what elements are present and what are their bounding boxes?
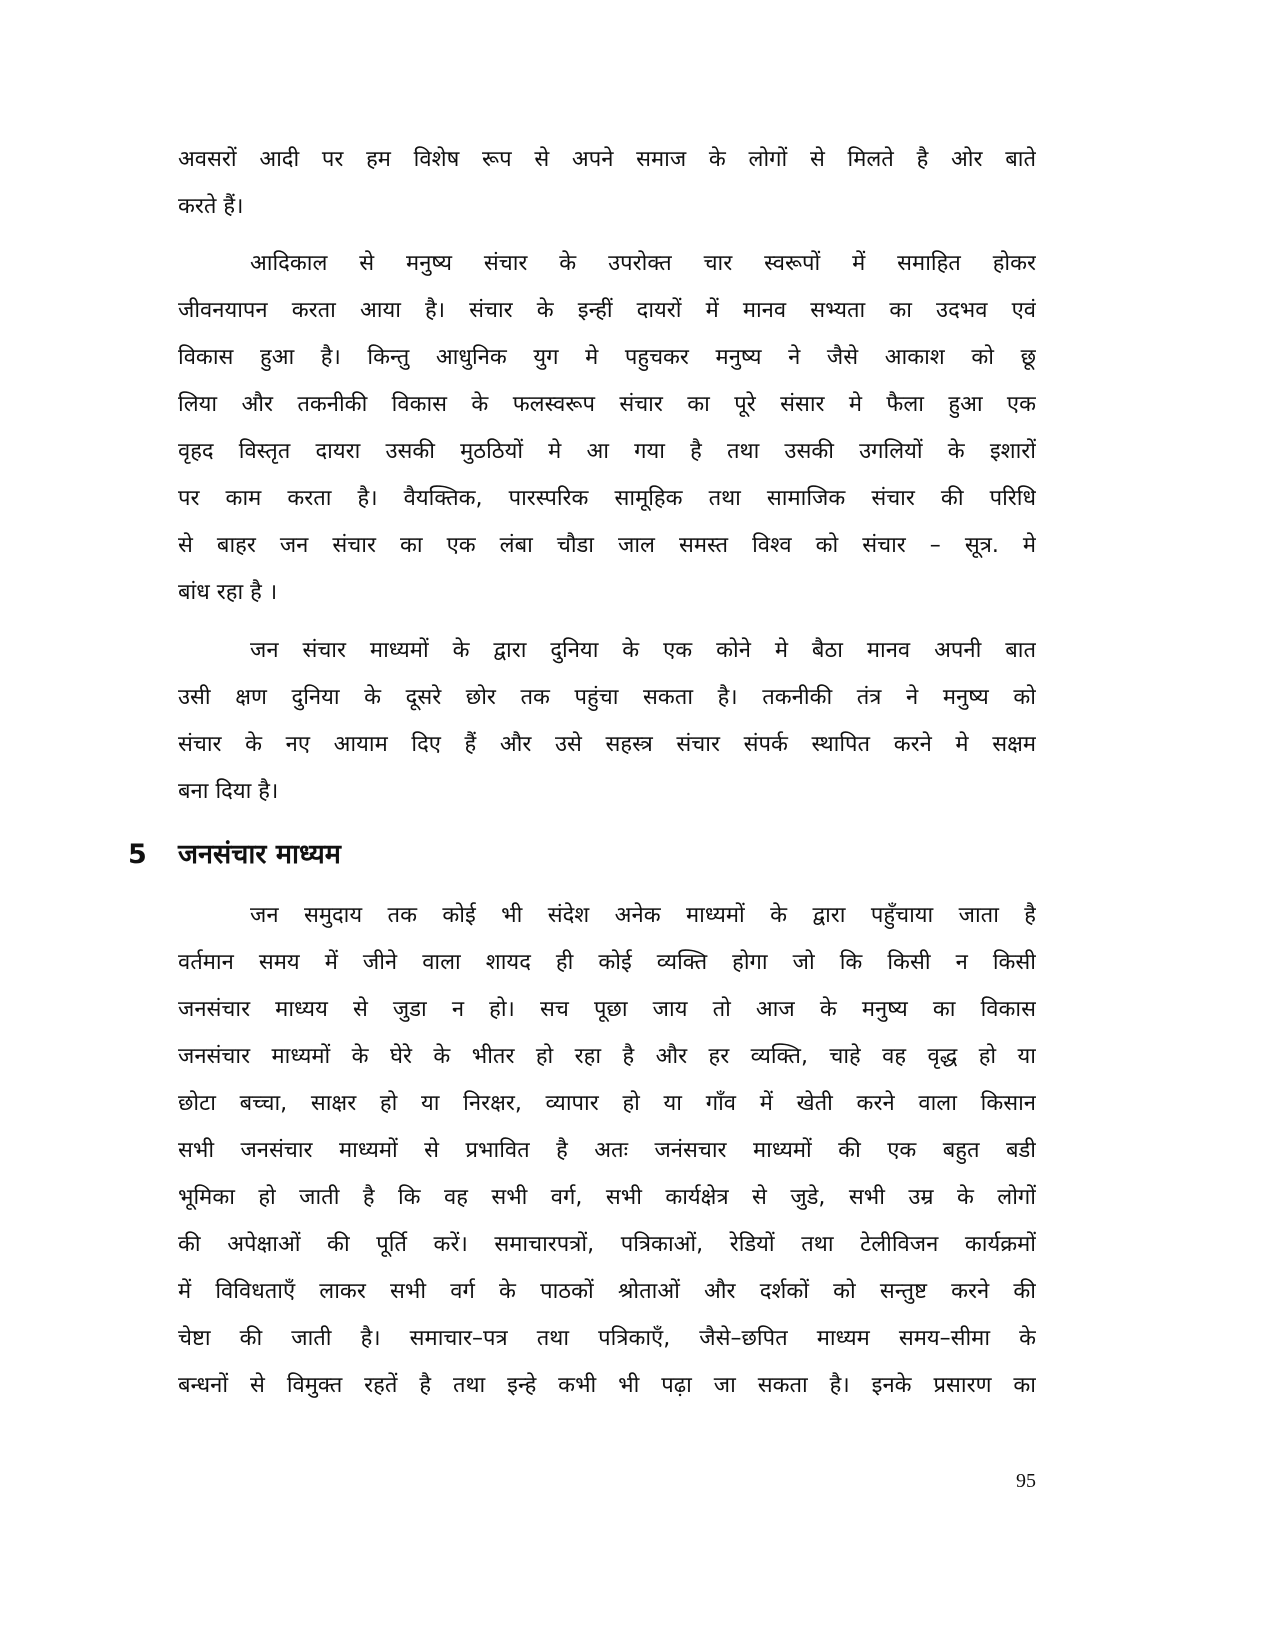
section-heading bbox=[128, 830, 341, 880]
text-line: बन्धनों से विमुक्त रहतें है तथा इन्हे कभी भी पढ़ा जा सकता है। इनके प्रसारण का bbox=[178, 1373, 1036, 1398]
text-line: करते हैं। bbox=[178, 194, 244, 219]
text-line: संचार के नए आयाम दिए हैं और उसे सहस्त्र संचार संपर्क स्थापित करने मे सक्षम bbox=[178, 732, 1036, 757]
paragraph bbox=[178, 892, 1036, 1409]
text-line: अवसरों आदी पर हम विशेष रूप से अपने समाज के लोगों से मिलते है ओर बाते bbox=[178, 147, 1036, 172]
text-line: विकास हुआ है। किन्तु आधुनिक युग मे पहुचकर मनुष्य ने जैसे आकाश को छू bbox=[178, 345, 1036, 370]
text-line: भूमिका हो जाती है कि वह सभी वर्ग, सभी कार्यक्षेत्र से जुडे, सभी उम्र के लोगों bbox=[178, 1185, 1036, 1210]
text-line: वर्तमान समय में जीने वाला शायद ही कोई व्यक्ति होगा जो कि किसी न किसी bbox=[178, 950, 1036, 975]
text-line: की अपेक्षाओं की पूर्ति करें। समाचारपत्रों, पत्रिकाओं, रेडियों तथा टेलीविजन कार्यक्रमों bbox=[178, 1232, 1036, 1257]
text-line: वृहद विस्तृत दायरा उसकी मुठठियों मे आ गया है तथा उसकी उगलियों के इशारों bbox=[178, 439, 1036, 464]
section-title: जनसंचार माध्यम bbox=[178, 839, 341, 870]
text-line: पर काम करता है। वैयक्तिक, पारस्परिक सामूहिक तथा सामाजिक संचार की परिधि bbox=[178, 486, 1036, 511]
text-line: जीवनयापन करता आया है। संचार के इन्हीं दायरों में मानव सभ्यता का उदभव एवं bbox=[178, 298, 1036, 323]
text-line: में विविधताएँ लाकर सभी वर्ग के पाठकों श्रोताओं और दर्शकों को सन्तुष्ट करने की bbox=[178, 1279, 1036, 1304]
page-number: 95 bbox=[1016, 1470, 1036, 1492]
section-number: 5 bbox=[128, 839, 147, 870]
paragraph bbox=[178, 627, 1036, 815]
text-line: बना दिया है। bbox=[178, 779, 279, 804]
paragraph bbox=[178, 240, 1036, 616]
text-line: सभी जनसंचार माध्यमों से प्रभावित है अतः जनंसचार माध्यमों की एक बहुत बडी bbox=[178, 1138, 1036, 1163]
text-line: चेष्टा की जाती है। समाचार–पत्र तथा पत्रिकाएँ, जैसे–छपित माध्यम समय–सीमा के bbox=[178, 1326, 1036, 1351]
text-line: छोटा बच्चा, साक्षर हो या निरक्षर, व्यापार हो या गाँव में खेती करने वाला किसान bbox=[178, 1091, 1036, 1116]
text-line: से बाहर जन संचार का एक लंबा चौडा जाल समस्त विश्व को संचार – सूत्र. मे bbox=[178, 533, 1036, 558]
text-line: उसी क्षण दुनिया के दूसरे छोर तक पहुंचा सकता है। तकनीकी तंत्र ने मनुष्य को bbox=[178, 685, 1036, 710]
text-line: जनसंचार माध्यमों के घेरे के भीतर हो रहा है और हर व्यक्ति, चाहे वह वृद्ध हो या bbox=[178, 1044, 1036, 1069]
paragraph bbox=[178, 136, 1036, 230]
text-line: जन संचार माध्यमों के द्वारा दुनिया के एक कोने मे बैठा मानव अपनी बात bbox=[250, 638, 1036, 663]
text-line: बांध रहा है । bbox=[178, 580, 278, 605]
text-line: जन समुदाय तक कोई भी संदेश अनेक माध्यमों के द्वारा पहुँचाया जाता है bbox=[250, 903, 1036, 928]
text-line: लिया और तकनीकी विकास के फलस्वरूप संचार का पूरे संसार मे फैला हुआ एक bbox=[178, 392, 1036, 417]
text-line: जनसंचार माध्यय से जुडा न हो। सच पूछा जाय तो आज के मनुष्य का विकास bbox=[178, 997, 1036, 1022]
text-line: आदिकाल से मनुष्य संचार के उपरोक्त चार स्वरूपों में समाहित होकर bbox=[250, 251, 1036, 276]
